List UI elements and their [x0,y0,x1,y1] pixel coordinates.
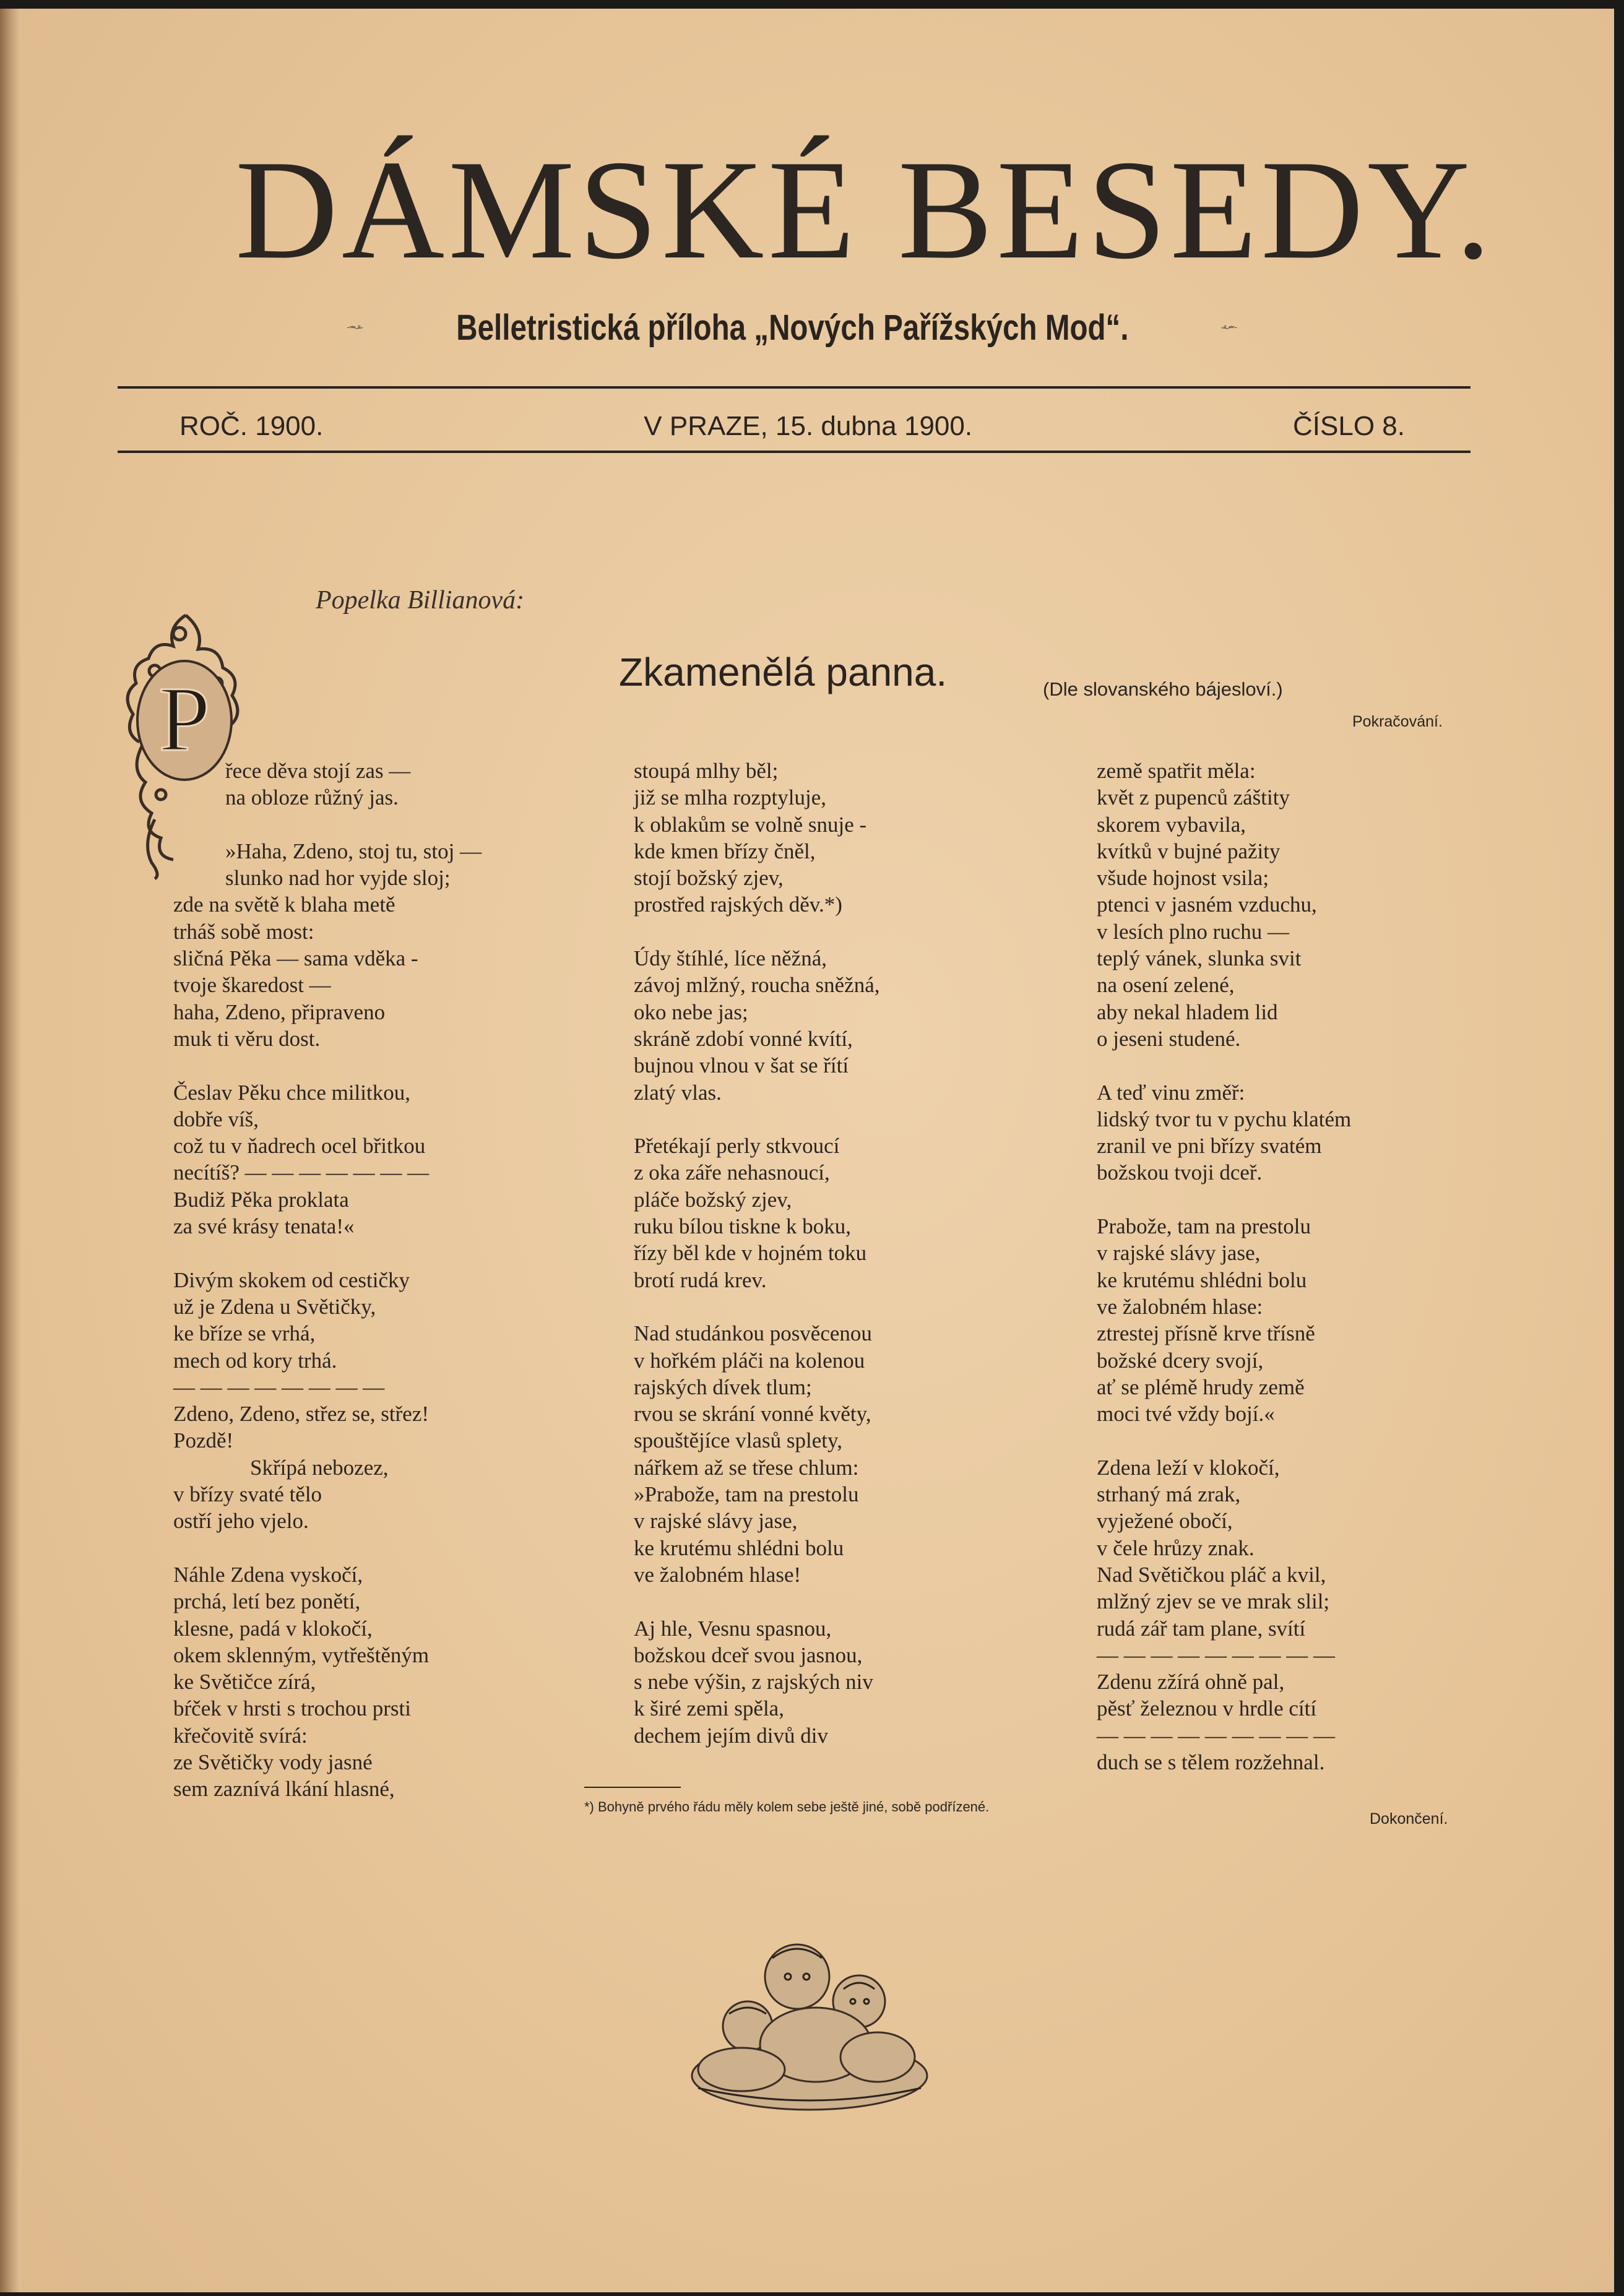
poem-line: Česlav Pěku chce militkou, [173,1080,410,1105]
poem-line: okem sklenným, vytřeštěným [173,1642,430,1667]
poem-line: Aj hle, Vesnu spasnou, [634,1616,832,1641]
poem-line: stoupá mlhy běl; [634,759,779,783]
poem-title: Zkamenělá panna. [619,650,948,694]
poem-line: Nad studánkou posvěcenou [634,1321,872,1346]
poem-line: zde na světě k blaha metě [173,892,395,917]
poem-line: ke Světičce zírá, [173,1670,316,1694]
footnote-rule [584,1787,681,1788]
poem-line: ke krutému shlédni bolu [1097,1267,1307,1292]
poem-line: mech od kory trhá. [173,1348,337,1373]
poem-line: řece děva stojí zas — [225,759,411,783]
poem-line: ve žalobném hlase! [634,1562,801,1587]
poem-line: řízy běl kde v hojném toku [634,1241,867,1266]
poem-line: A teď vinu změř: [1097,1080,1245,1105]
poem-line: Zdenu zžírá ohně pal, [1097,1670,1285,1694]
poem-line: božské dcery svojí, [1097,1348,1264,1373]
poem-line: dechem jejím divů div [634,1723,828,1748]
poem-line: Prabože, tam na prestolu [1097,1214,1311,1239]
poem-line: už je Zdena u Světičky, [173,1294,376,1319]
poem-line: prostřed rajských děv.*) [634,892,842,917]
poem-line: »Prabože, tam na prestolu [634,1482,859,1507]
poem-line: dobře víš, [173,1107,259,1131]
poem-line [173,811,482,838]
poem-line: duch se s tělem rozžehnal. [1097,1750,1325,1774]
left-flourish-icon [347,312,364,343]
poem-line: ať se plémě hrudy země [1097,1375,1305,1399]
poem-line: Budiž Pěka proklata [173,1187,349,1212]
poem-line: Údy štíhlé, líce něžná, [634,946,827,971]
poem-line: kvítků v bujné pažity [1097,839,1281,863]
poem-line [634,1588,879,1615]
subtitle-row [347,303,1238,352]
poem-line: z oka záře nehasnoucí, [634,1160,830,1185]
poem-line: Divým skokem od cestičky [173,1267,410,1292]
poem-line: k širé zemi spěla, [634,1696,784,1721]
poem-line [634,1293,879,1320]
poem-line: mlžný zjev se ve mrak slil; [1097,1589,1330,1614]
poem-line: rvou se skrání vonné květy, [634,1402,871,1426]
poem-line: ze Světičky vody jasné [173,1750,373,1774]
issue-number-label: ČÍSLO 8. [1293,411,1405,441]
poem-line: pláče božský zjev, [634,1187,792,1212]
poem-line [634,1106,879,1133]
issue-info-row [179,405,1405,448]
poem-line: oko nebe jas; [634,999,748,1024]
cherub-vignette-icon [673,1933,946,2119]
poem-line: o jeseni studené. [1097,1026,1241,1051]
poem-line: necítíš? — — — — — — — [173,1160,430,1185]
page-binding-edge [0,9,21,2292]
poem-line: prchá, letí bez ponětí, [173,1589,361,1614]
poem-line: brotí rudá krev. [634,1267,767,1292]
poem-line [173,1535,482,1561]
poem-line: zranil ve pni břízy svatém [1097,1134,1322,1159]
poem-line: Náhle Zdena vyskočí, [173,1562,363,1587]
poem-line: »Haha, Zdeno, stoj tu, stoj — [225,839,482,863]
poem-line: vyježené obočí, [1097,1509,1233,1534]
poem-line: sem zaznívá lkání hlasné, [173,1777,395,1802]
poem-line: muk ti věru dost. [173,1026,321,1051]
poem-line: klesne, padá v klokočí, [173,1616,373,1641]
poem-line: Pozdě! [173,1428,234,1453]
place-date-label: V PRAZE, 15. dubna 1900. [644,411,973,441]
poem-line: božskou tvoji dceř. [1097,1160,1263,1185]
poem-line [173,1052,482,1079]
footnote-text: *) Bohyně prvého řádu měly kolem sebe ještě jiné, sobě podřízené. [584,1799,990,1815]
poem-line: na osení zelené, [1097,973,1235,998]
poem-line: stojí božský zjev, [634,866,784,891]
poem-line: božskou dceř svou jasnou, [634,1642,863,1667]
poem-line: v lesích plno ruchu — [1097,919,1290,944]
newspaper-page [0,9,1614,2292]
poem-line: Skřípá nebozez, [250,1455,389,1480]
poem-line: ostří jeho vjelo. [173,1509,309,1534]
poem-line: moci tvé vždy bojí.« [1097,1402,1275,1426]
poem-line: lidský tvor tu v pychu klatém [1097,1107,1352,1131]
poem-line: trháš sobě most: [173,919,314,944]
poem-line: aby nekal hladem lid [1097,999,1278,1024]
dropcap-letter: P [158,668,210,770]
poem-line: závoj mlžný, roucha sněžná, [634,973,880,998]
poem-line: na obloze růžný jas. [225,785,399,810]
poem-line: pěsť železnou v hrdle cítí [1097,1696,1317,1721]
poem-line: v čele hrůzy znak. [1097,1535,1255,1560]
poem-line: haha, Zdeno, připraveno [173,999,386,1024]
poem-line: v rajské slávy jase, [634,1509,798,1534]
poem-line: — — — — — — — — [173,1375,385,1399]
poem-line: ve žalobném hlase: [1097,1294,1263,1319]
header-rule-top [118,386,1471,389]
poem-line: nářkem až se třese chlum: [634,1455,859,1480]
poem-column-2 [634,757,879,1749]
poem-source-note: (Dle slovanského bájesloví.) [1043,678,1283,700]
poem-line: za své krásy tenata!« [173,1214,355,1239]
poem-line: ptenci v jasném vzduchu, [1097,892,1317,917]
poem-author: Popelka Billianová: [316,586,525,615]
poem-line: strhaný má zrak, [1097,1482,1241,1507]
poem-line: což tu v ňadrech ocel břitkou [173,1134,426,1159]
poem-line: v hořkém pláči na kolenou [634,1348,865,1373]
poem-line: skorem vybavila, [1097,812,1246,837]
right-flourish-icon [1220,312,1238,343]
poem-line: květ z pupenců záštity [1097,785,1290,810]
poem-column-1 [173,757,482,1803]
poem-line: teplý vánek, slunka svit [1097,946,1302,971]
poem-line: kde kmen břízy čněl, [634,839,816,863]
poem-line: bŕček v hrsti s trochou prsti [173,1696,411,1721]
poem-line: tvoje škaredost — [173,973,331,998]
poem-line: již se mlha rozptyluje, [634,785,827,810]
poem-line: všude hojnost vsila; [1097,866,1269,891]
poem-column-3 [1097,757,1351,1776]
poem-line: ztrestej přísně krve třísně [1097,1321,1315,1346]
poem-line: — — — — — — — — — [1097,1642,1335,1667]
header-rule-bottom [118,451,1471,453]
poem-line: ke krutému shlédni bolu [634,1535,844,1560]
volume-label: ROČ. 1900. [179,411,324,441]
poem-line [1097,1052,1351,1079]
poem-line: s nebe výšin, z rajských niv [634,1670,873,1694]
poem-line [1097,1427,1351,1454]
supplement-subtitle: Belletristická příloha „Nových Pařížských Mod“. [456,307,1129,348]
poem-line: Nad Světičkou pláč a kvil, [1097,1562,1326,1587]
poem-line: bujnou vlnou v šat se řítí [634,1053,849,1078]
continuation-label: Pokračování. [1352,713,1443,730]
poem-line: — — — — — — — — — [1097,1723,1335,1748]
poem-line: k oblakům se volně snuje - [634,812,867,837]
poem-line: Zdeno, Zdeno, střez se, střez! [173,1402,430,1426]
poem-line: křečovitě svírá: [173,1723,308,1748]
ending-label: Dokončení. [1370,1810,1448,1828]
poem-line: sličná Pěka — sama vděka - [173,946,418,971]
poem-line: Přetékají perly stkvoucí [634,1134,840,1159]
poem-line: rudá zář tam plane, svítí [1097,1616,1306,1641]
poem-line [1097,1186,1351,1213]
poem-line: v rajské slávy jase, [1097,1241,1261,1266]
poem-line: Zdena leží v klokočí, [1097,1455,1280,1480]
poem-line: zlatý vlas. [634,1080,722,1105]
poem-line: ruku bílou tiskne k boku, [634,1214,851,1239]
poem-line [173,1240,482,1266]
poem-line: rajských dívek tlum; [634,1375,812,1399]
poem-line [634,918,879,945]
masthead-title: DÁMSKÉ BESEDY. [235,131,1495,288]
poem-line: v břízy svaté tělo [173,1482,322,1507]
poem-line: země spatřit měla: [1097,759,1256,783]
poem-line: slunko nad hor vyjde sloj; [225,866,451,891]
poem-line: ke bříze se vrhá, [173,1321,316,1346]
poem-line: skráně zdobí vonné kvítí, [634,1026,853,1051]
poem-line: spouštějíce vlasů splety, [634,1428,842,1453]
